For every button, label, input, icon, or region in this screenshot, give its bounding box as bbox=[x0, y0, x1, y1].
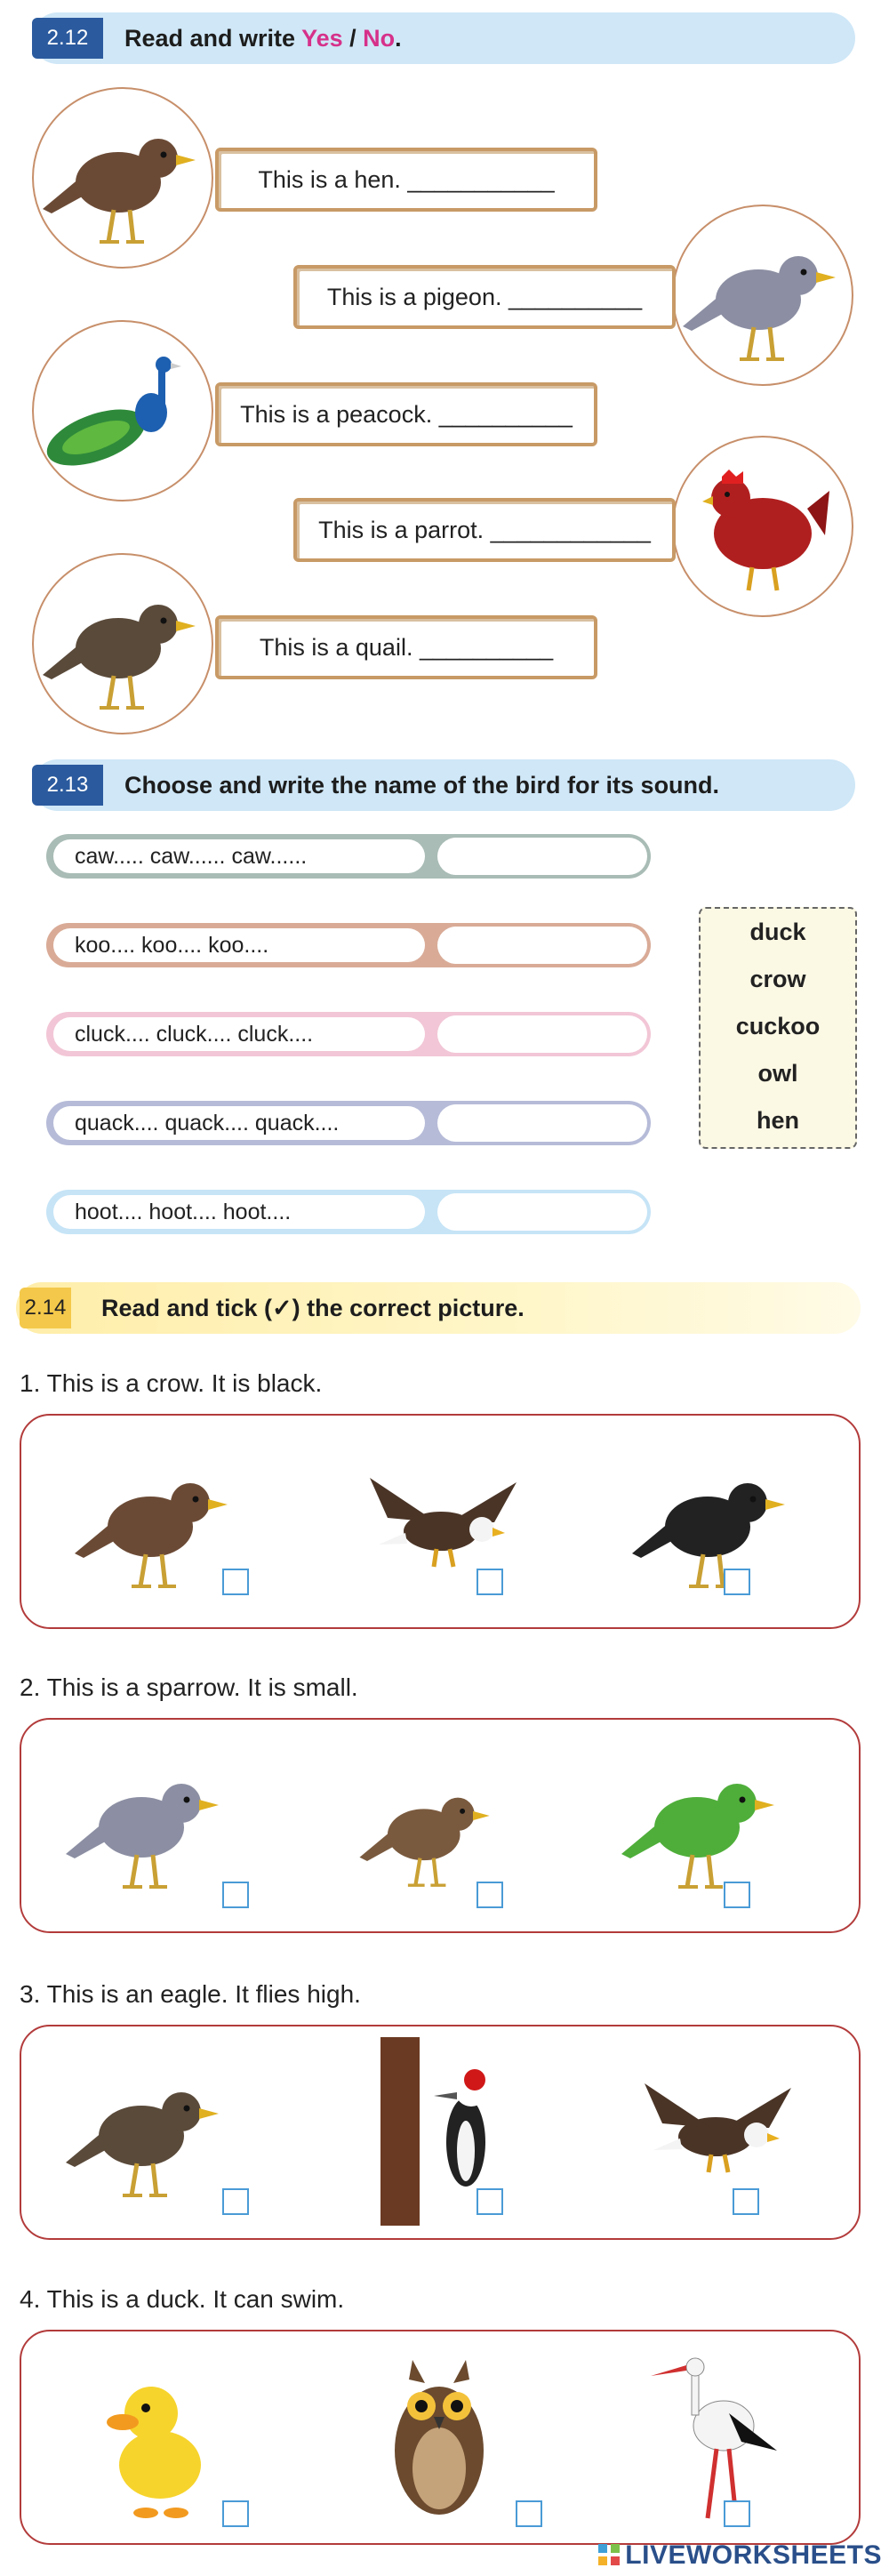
answer-field[interactable] bbox=[437, 927, 647, 964]
question-4-panel bbox=[20, 2330, 861, 2545]
crow-icon bbox=[619, 1433, 805, 1611]
bird-picture-quail bbox=[32, 553, 213, 734]
stork-icon bbox=[644, 2344, 786, 2531]
sound-text: quack.... quack.... quack.... bbox=[53, 1106, 425, 1140]
tick-checkbox[interactable] bbox=[222, 2188, 249, 2215]
answer-field[interactable] bbox=[437, 1193, 647, 1231]
question-3: 3. This is an eagle. It flies high. bbox=[20, 1980, 361, 2008]
quail-icon bbox=[57, 2042, 235, 2220]
tick-checkbox[interactable] bbox=[222, 2500, 249, 2527]
liveworksheets-logo: LIVEWORKSHEETS bbox=[597, 2540, 882, 2571]
tick-checkbox[interactable] bbox=[516, 2500, 542, 2527]
section-header-2-14 bbox=[16, 1282, 861, 1334]
question-1: 1. This is a crow. It is black. bbox=[20, 1369, 323, 1397]
section-number: 2.12 bbox=[32, 18, 103, 59]
bird-picture-hen bbox=[672, 436, 853, 617]
woodpecker-icon bbox=[395, 2044, 537, 2213]
section-number: 2.13 bbox=[32, 765, 103, 806]
eagle-icon bbox=[343, 1433, 539, 1611]
peacock-icon bbox=[34, 322, 212, 500]
myna-icon bbox=[66, 1433, 244, 1611]
sound-row-quack bbox=[46, 1101, 651, 1145]
word-bank bbox=[699, 907, 857, 1149]
tick-checkbox[interactable] bbox=[222, 1882, 249, 1908]
answer-field[interactable] bbox=[437, 1015, 647, 1053]
section-number: 2.14 bbox=[20, 1288, 71, 1328]
sound-text: cluck.... cluck.... cluck.... bbox=[53, 1017, 425, 1051]
question-2: 2. This is a sparrow. It is small. bbox=[20, 1673, 358, 1701]
tick-checkbox[interactable] bbox=[733, 2188, 759, 2215]
section-title: Read and tick (✓) the correct picture. bbox=[101, 1295, 525, 1321]
sentence-hen[interactable]: This is a hen. ___________ bbox=[215, 148, 597, 212]
sentence-parrot[interactable]: This is a parrot. ____________ bbox=[293, 498, 676, 562]
eagle-icon bbox=[613, 2039, 818, 2217]
pigeon-icon bbox=[57, 1734, 235, 1912]
hen-icon bbox=[674, 437, 852, 615]
myna-icon bbox=[34, 89, 212, 267]
sentence-quail[interactable]: This is a quail. __________ bbox=[215, 615, 597, 679]
section-header-2-13 bbox=[32, 759, 855, 811]
section-header-2-12 bbox=[32, 12, 855, 64]
tick-checkbox[interactable] bbox=[724, 1882, 750, 1908]
tick-checkbox[interactable] bbox=[477, 1569, 503, 1595]
answer-field[interactable] bbox=[437, 838, 647, 875]
sound-row-hoot bbox=[46, 1190, 651, 1234]
sound-text: caw..... caw...... caw...... bbox=[53, 839, 425, 873]
bird-picture-pigeon bbox=[672, 205, 853, 386]
question-1-panel bbox=[20, 1414, 861, 1629]
sound-row-caw bbox=[46, 834, 651, 879]
tick-checkbox[interactable] bbox=[477, 1882, 503, 1908]
sound-row-cluck bbox=[46, 1012, 651, 1056]
word-cuckoo: cuckoo bbox=[735, 1013, 821, 1039]
bird-picture-peacock bbox=[32, 320, 213, 502]
word-owl: owl bbox=[757, 1060, 798, 1087]
yes-word: Yes bbox=[301, 25, 343, 52]
tick-checkbox[interactable] bbox=[724, 1569, 750, 1595]
question-3-panel bbox=[20, 2025, 861, 2240]
pigeon-icon bbox=[674, 206, 852, 384]
section-title: Read and write Yes / No. bbox=[124, 25, 402, 52]
question-2-panel bbox=[20, 1718, 861, 1933]
section-title: Choose and write the name of the bird for its sound. bbox=[124, 772, 720, 798]
duckling-icon bbox=[87, 2358, 229, 2527]
parrot-icon bbox=[608, 1734, 795, 1912]
bird-picture-myna bbox=[32, 87, 213, 269]
answer-field[interactable] bbox=[437, 1104, 647, 1142]
tick-checkbox[interactable] bbox=[477, 2188, 503, 2215]
quail-icon bbox=[34, 555, 212, 733]
no-word: No bbox=[363, 25, 396, 52]
owl-icon bbox=[359, 2344, 519, 2531]
tick-checkbox[interactable] bbox=[222, 1569, 249, 1595]
sentence-peacock[interactable]: This is a peacock. __________ bbox=[215, 382, 597, 446]
sound-text: koo.... koo.... koo.... bbox=[53, 928, 425, 962]
word-crow: crow bbox=[749, 966, 806, 992]
sound-text: hoot.... hoot.... hoot.... bbox=[53, 1195, 425, 1229]
sound-row-koo bbox=[46, 923, 651, 967]
word-hen: hen bbox=[756, 1107, 799, 1134]
question-4: 4. This is a duck. It can swim. bbox=[20, 2285, 345, 2313]
tick-checkbox[interactable] bbox=[724, 2500, 750, 2527]
word-duck: duck bbox=[749, 919, 806, 945]
sentence-pigeon[interactable]: This is a pigeon. __________ bbox=[293, 265, 676, 329]
logo-grid-icon bbox=[597, 2542, 621, 2567]
